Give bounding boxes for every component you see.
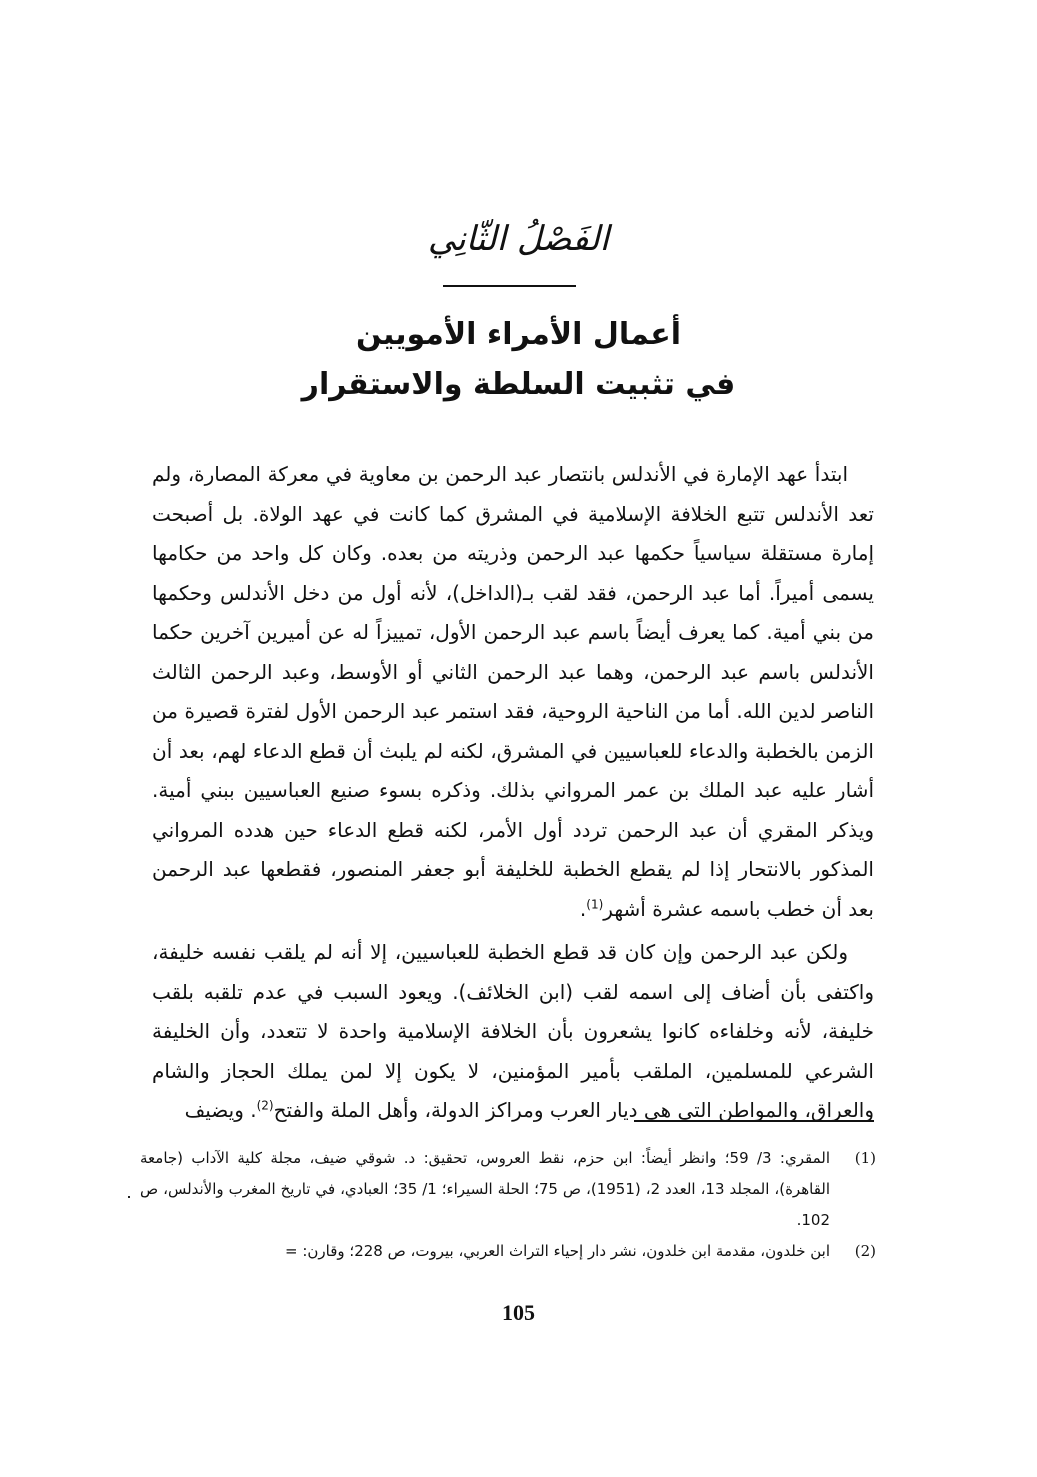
footnotes: [140, 1143, 876, 1267]
footnote-2: [140, 1236, 876, 1267]
page-number: 105: [502, 1300, 535, 1325]
paragraph-1-end: .: [579, 896, 587, 921]
paragraph-2: [152, 933, 874, 1131]
scan-speck: [128, 1196, 130, 1198]
paragraph-1: [152, 455, 874, 929]
chapter-title-line-2: في تثبيت السلطة والاستقرار: [301, 367, 736, 402]
footnote-text: ابن خلدون، مقدمة ابن خلدون، نشر دار إحياء التراث العربي، بيروت، ص 228؛ وقارن: =: [285, 1242, 830, 1260]
footnote-ref-1[interactable]: (1): [586, 896, 604, 911]
footnote-ref-2[interactable]: (2): [256, 1098, 274, 1113]
paragraph-2-end: . ويضيف: [184, 1098, 257, 1122]
body-text: [152, 455, 874, 1131]
chapter-title-line-1: أعمال الأمراء الأمويين: [355, 317, 682, 352]
chapter-label: الفَصْلُ الثّانِي: [427, 219, 610, 259]
paragraph-1-text: ابتدأ عهد الإمارة في الأندلس بانتصار عبد الرحمن بن معاوية في معركة المصارة، ولم تعد الأندلس تتبع الخلافة الإسلامية في المشرق كما كانت في عهد الولاة. بل أصبحت إمارة مستقلة سياسياً حكمها عبد الرحمن وذريته من بعده. وكان كل واحد من حكامها يسمى أميراً. أما عبد الرحمن، فقد لقب بـ(الداخل)، لأنه أول من دخل الأندلس وحكمها من بني أمية. كما يعرف أيضاً باسم عبد الرحمن الأول، تمييزاً له عن أميرين آخرين حكما الأندلس باسم عبد الرحمن، وهما عبد الرحمن الثاني أو الأوسط، وعبد الرحمن الثالث الناصر لدين الله. أما من الناحية الروحية، فقد استمر عبد الرحمن الأول لفترة قصيرة من الزمن بالخطبة والدعاء للعباسيين في المشرق، لكنه لم يلبث أن قطع الدعاء لهم، بعد أن أشار عليه عبد الملك بن عمر المرواني بذلك. وذكره بسوء صنيع العباسيين ببني أمية. ويذكر المقري أن عبد الرحمن تردد أول الأمر، لكنه قطع الدعاء حين هدده المرواني المذكور بالانتحار إذا لم يقطع الخطبة للخليفة أبو جعفر المنصور، فقطعها عبد الرحمن بعد أن خطب باسمه عشرة أشهر: [152, 462, 874, 921]
chapter-title: [0, 310, 1037, 410]
footnote-number: (2): [854, 1242, 876, 1260]
paragraph-2-text: ولكن عبد الرحمن وإن كان قد قطع الخطبة للعباسيين، إلا أنه لم يلقب نفسه خليفة، واكتفى بأن أضاف إلى اسمه لقب (ابن الخلائف). ويعود السبب في عدم تلقبه بلقب خليفة، لأنه وخلفاءه كانوا يشعرون بأن الخلافة الإسلامية واحدة لا تتعدد، وأن الخليفة الشرعي للمسلمين، الملقب بأمير المؤمنين، لا يكون إلا لمن يملك الحجاز والشام والعراق، والمواطن التي هي ديار العرب ومراكز الدولة، وأهل الملة والفتح: [152, 940, 874, 1122]
footnote-separator: [634, 1120, 874, 1122]
footnote-number: (1): [854, 1149, 876, 1167]
footnote-text: المقري: 3/ 59؛ وانظر أيضاً: ابن حزم، نقط العروس، تحقيق: د. شوقي ضيف، مجلة كلية الآداب (جامعة القاهرة)، المجلد 13، العدد 2، (1951)، ص 75؛ الحلة السيراء؛ 1/ 35؛ العبادي، في تاريخ المغرب والأندلس، ص 102.: [140, 1149, 831, 1229]
chapter-divider: [443, 285, 576, 287]
footnote-1: [140, 1143, 876, 1236]
